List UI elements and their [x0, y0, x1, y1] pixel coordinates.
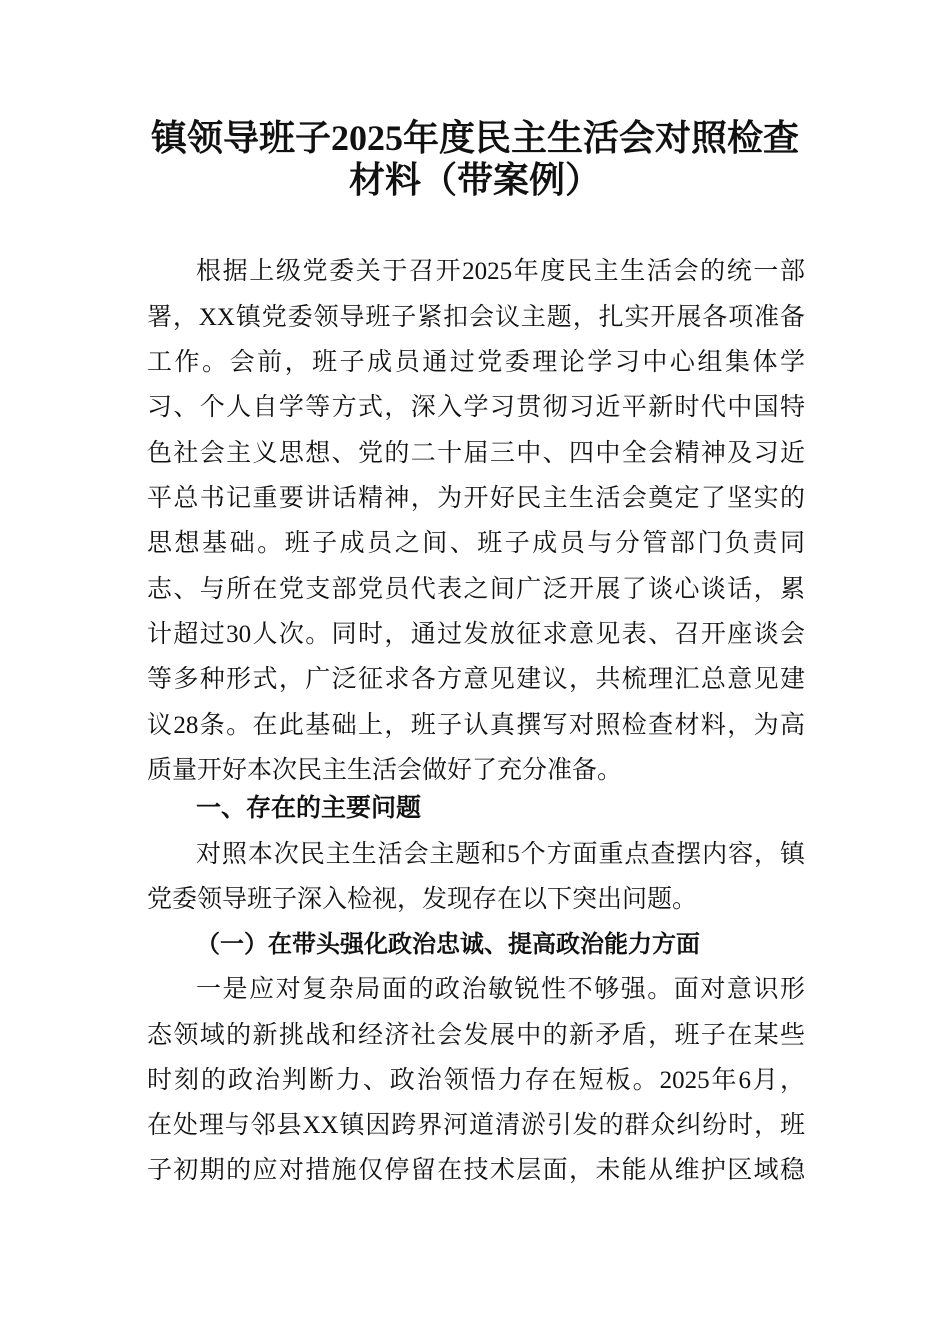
text-line: 议28条。在此基础上，班子认真撰写对照检查材料，为高: [147, 712, 805, 739]
text-line: 工作。会前，班子成员通过党委理论学习中心组集体学: [147, 349, 805, 376]
subsection-heading: （一）在带头强化政治忠诚、提高政治能力方面: [196, 932, 700, 958]
text-line: 平总书记重要讲话精神，为开好民主生活会奠定了坚实的: [147, 485, 805, 512]
text-line: 子初期的应对措施仅停留在技术层面，未能从维护区域稳: [147, 1157, 805, 1184]
text-line: 态领域的新挑战和经济社会发展中的新矛盾，班子在某些: [147, 1022, 805, 1049]
text-line: 等多种形式，广泛征求各方意见建议，共梳理汇总意见建: [147, 666, 805, 693]
text-line: 思想基础。班子成员之间、班子成员与分管部门负责同: [147, 530, 805, 557]
text-line: 根据上级党委关于召开2025年度民主生活会的统一部: [196, 258, 805, 285]
text-line: 质量开好本次民主生活会做好了充分准备。: [147, 757, 623, 784]
text-line: 对照本次民主生活会主题和5个方面重点查摆内容，镇: [196, 841, 805, 868]
text-line: 一是应对复杂局面的政治敏锐性不够强。面对意识形: [196, 976, 805, 1003]
text-line: 志、与所在党支部党员代表之间广泛开展了谈心谈话，累: [147, 576, 805, 603]
text-line: 习、个人自学等方式，深入学习贯彻习近平新时代中国特: [147, 394, 805, 421]
text-line: 时刻的政治判断力、政治领悟力存在短板。2025年6月，: [147, 1067, 805, 1094]
text-line: 署，XX镇党委领导班子紧扣会议主题，扎实开展各项准备: [147, 304, 805, 331]
section-heading: 一、存在的主要问题: [196, 793, 422, 822]
text-line: 在处理与邻县XX镇因跨界河道清淤引发的群众纠纷时，班: [147, 1112, 805, 1139]
text-line: 党委领导班子深入检视，发现存在以下突出问题。: [147, 886, 698, 913]
text-line: 色社会主义思想、党的二十届三中、四中全会精神及习近: [147, 440, 805, 467]
text-line: 计超过30人次。同时，通过发放征求意见表、召开座谈会: [147, 621, 805, 648]
document-title-line-2: 材料（带案例）: [348, 160, 601, 200]
document-title-line-1: 镇领导班子2025年度民主生活会对照检查: [150, 118, 799, 158]
